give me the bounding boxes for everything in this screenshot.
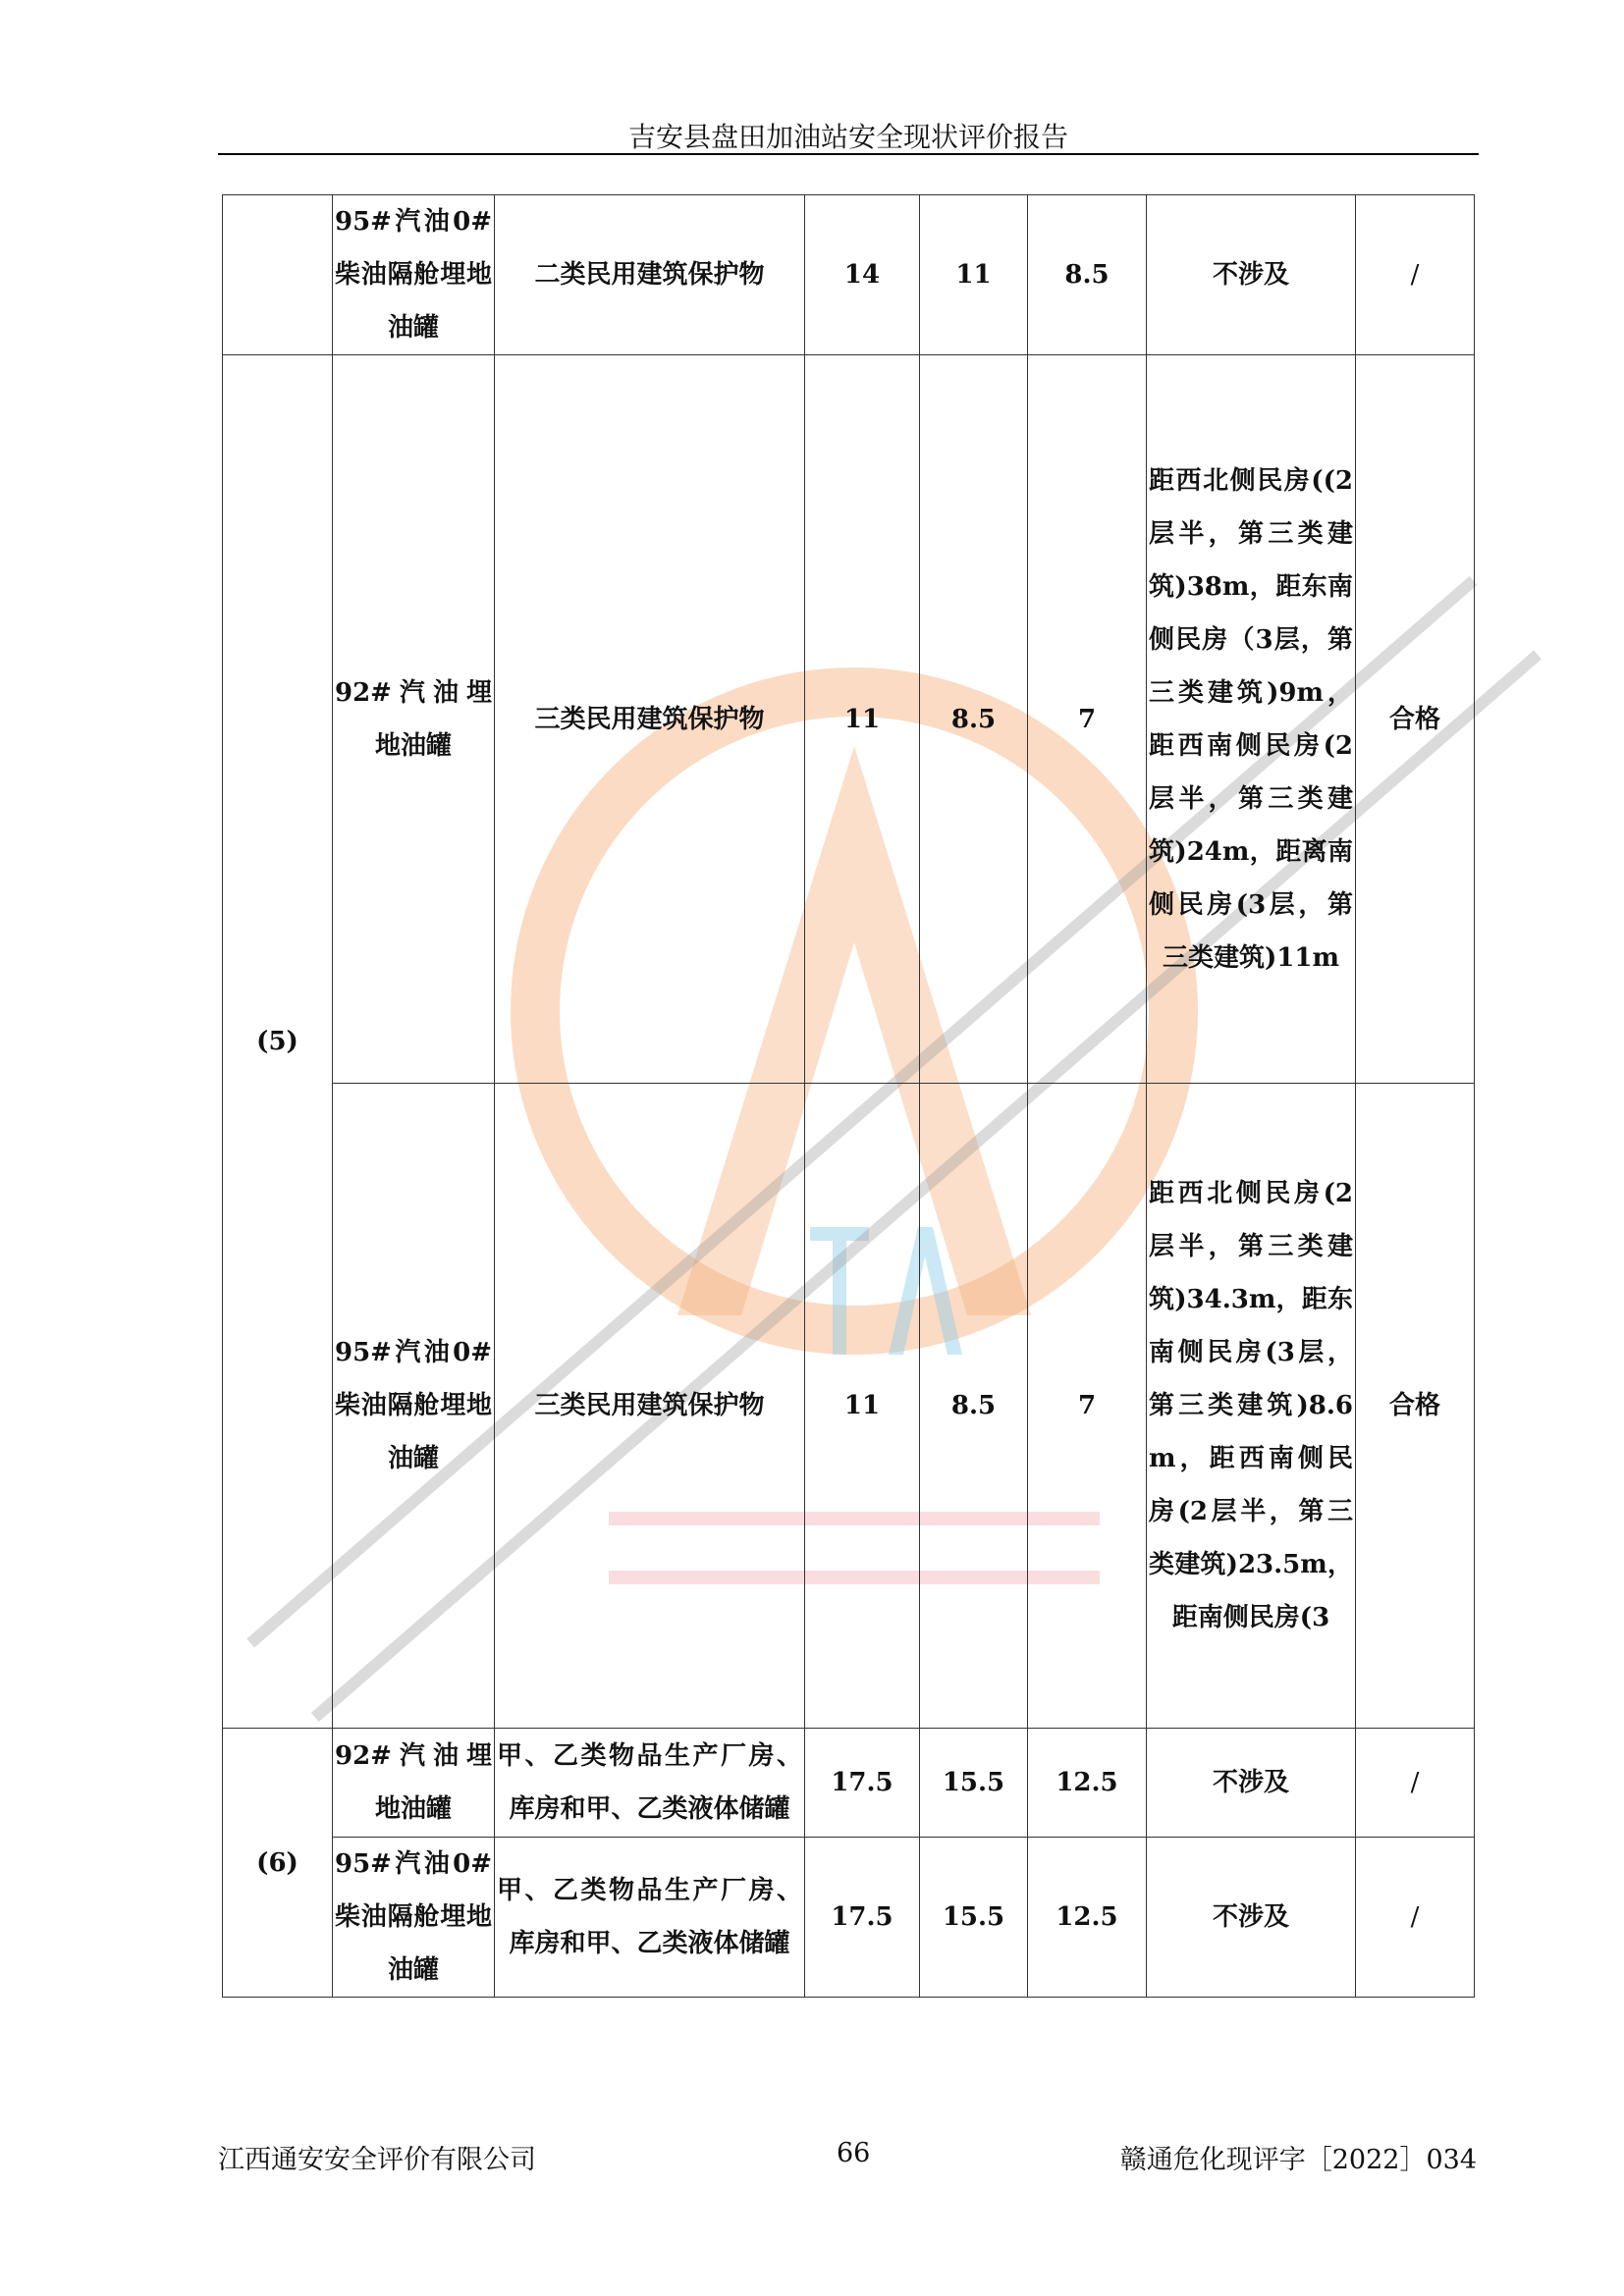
tank-cell: 92#汽油埋地油罐 xyxy=(333,355,495,1084)
tank-cell: 95#汽油0#柴油隔舱埋地油罐 xyxy=(333,1838,495,1998)
group-cell: (6) xyxy=(223,1729,333,1998)
actual-cell: 距西北侧民房(2层半，第三类建筑)34.3m，距东南侧民房(3层，第三类建筑)8.6m，距西南侧民房(2层半，第三类建筑)23.5m，距南侧民房(3 xyxy=(1147,1084,1356,1729)
value-cell: 11 xyxy=(805,1084,920,1729)
value-cell: 11 xyxy=(805,355,920,1084)
table-row xyxy=(223,195,1475,355)
object-cell: 三类民用建筑保护物 xyxy=(495,355,805,1084)
value-cell: 7 xyxy=(1028,355,1147,1084)
actual-cell: 距西北侧民房((2层半，第三类建筑)38m，距东南侧民房（3层，第三类建筑)9m，距西南侧民房(2层半，第三类建筑)24m，距离南侧民房(3层，第三类建筑)11m xyxy=(1147,355,1356,1084)
result-cell: 合格 xyxy=(1356,355,1475,1084)
table-row xyxy=(223,355,1475,1084)
object-cell: 甲、乙类物品生产厂房、库房和甲、乙类液体储罐 xyxy=(495,1838,805,1998)
value-cell: 17.5 xyxy=(805,1838,920,1998)
group-cell: (5) xyxy=(223,355,333,1729)
header-rule xyxy=(218,153,1479,155)
actual-cell: 不涉及 xyxy=(1147,195,1356,355)
footer-doc-number: 赣通危化现评字［2022］034 xyxy=(1119,2145,1477,2175)
value-cell: 17.5 xyxy=(805,1729,920,1838)
value-cell: 11 xyxy=(920,195,1028,355)
footer-company: 江西通安安全评价有限公司 xyxy=(218,2145,536,2175)
value-cell: 15.5 xyxy=(920,1729,1028,1838)
value-cell: 8.5 xyxy=(920,355,1028,1084)
table-row xyxy=(223,1838,1475,1998)
actual-cell: 不涉及 xyxy=(1147,1729,1356,1838)
page-header-title: 吉安县盘田加油站安全现状评价报告 xyxy=(627,121,1068,153)
tank-cell: 92#汽油埋地油罐 xyxy=(333,1729,495,1838)
footer-page-number: 66 xyxy=(837,2138,871,2168)
result-cell: / xyxy=(1356,195,1475,355)
object-cell: 三类民用建筑保护物 xyxy=(495,1084,805,1729)
value-cell: 12.5 xyxy=(1028,1838,1147,1998)
value-cell: 8.5 xyxy=(1028,195,1147,355)
value-cell: 15.5 xyxy=(920,1838,1028,1998)
value-cell: 12.5 xyxy=(1028,1729,1147,1838)
result-cell: / xyxy=(1356,1729,1475,1838)
actual-cell: 不涉及 xyxy=(1147,1838,1356,1998)
table-row xyxy=(223,1084,1475,1729)
distance-table xyxy=(222,194,1475,1998)
value-cell: 7 xyxy=(1028,1084,1147,1729)
value-cell: 14 xyxy=(805,195,920,355)
group-cell xyxy=(223,195,333,355)
tank-cell: 95#汽油0#柴油隔舱埋地油罐 xyxy=(333,1084,495,1729)
result-cell: 合格 xyxy=(1356,1084,1475,1729)
object-cell: 二类民用建筑保护物 xyxy=(495,195,805,355)
tank-cell: 95#汽油0#柴油隔舱埋地油罐 xyxy=(333,195,495,355)
table-row xyxy=(223,1729,1475,1838)
result-cell: / xyxy=(1356,1838,1475,1998)
value-cell: 8.5 xyxy=(920,1084,1028,1729)
object-cell: 甲、乙类物品生产厂房、库房和甲、乙类液体储罐 xyxy=(495,1729,805,1838)
